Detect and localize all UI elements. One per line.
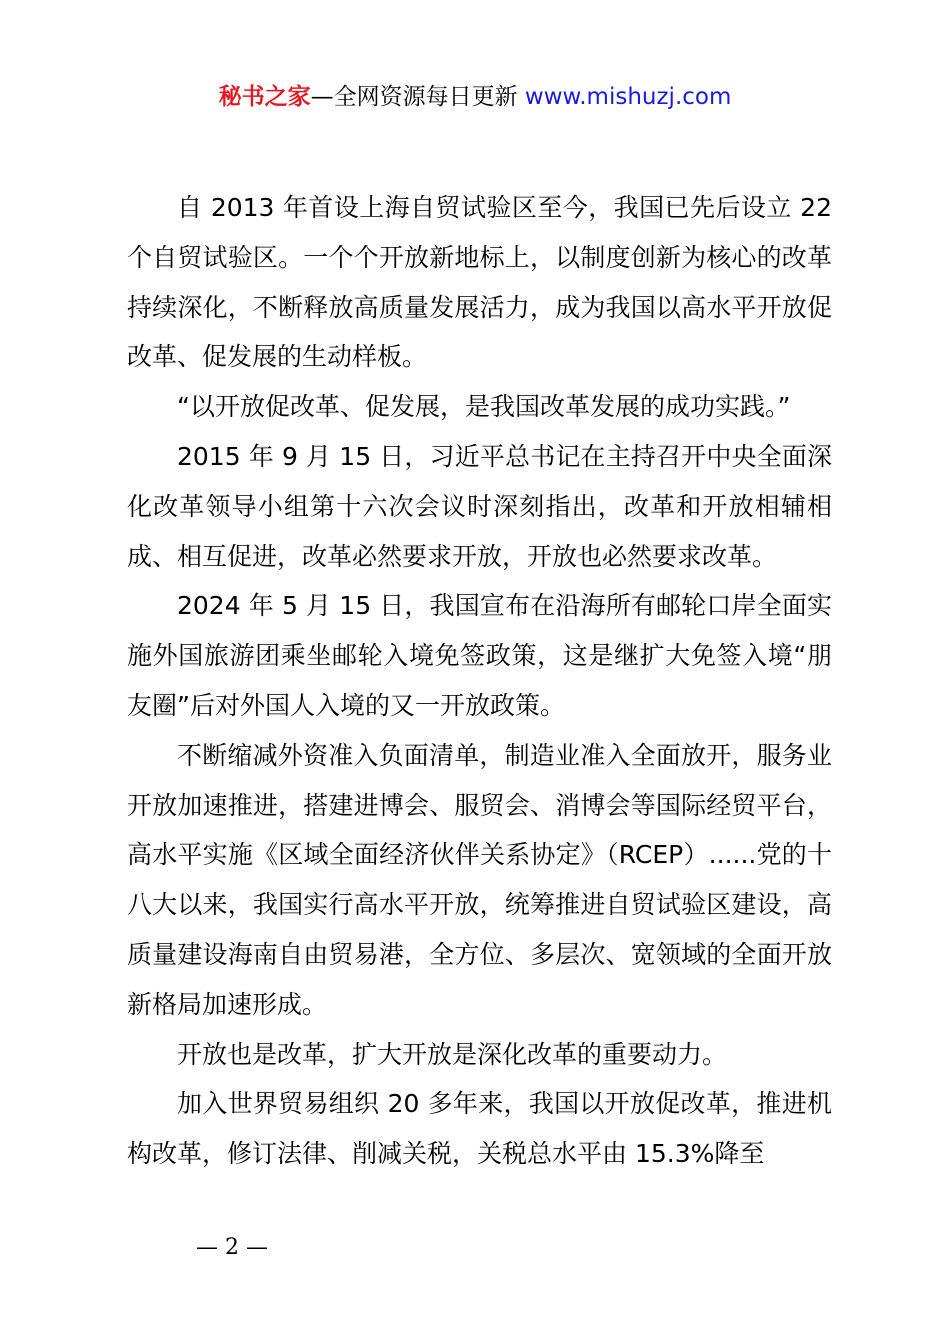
document-header <box>0 80 950 114</box>
paragraph: 加入世界贸易组织 20 多年来，我国以开放促改革，推进机构改革，修订法律、削减关税，关税总水平由 15.3%降至 <box>127 1089 832 1169</box>
paragraph: 不断缩减外资准入负面清单，制造业准入全面放开，服务业开放加速推进，搭建进博会、服贸会、消博会等国际经贸平台，高水平实施《区域全面经济伙伴关系协定》（RCEP）......党的十八大以来，我国实行高水平开放，统筹推进自贸试验区建设，高质量建设海南自由贸易港，全方位、多层次、宽领域的全面开放新格局加速形成。 <box>127 740 832 1019</box>
brand-name: 秘书之家 <box>218 84 311 110</box>
page-number: — 2 — <box>196 1235 268 1260</box>
website-url: www.mishuzj.com <box>524 84 732 110</box>
paragraph: 自 2013 年首设上海自贸试验区至今，我国已先后设立 22 个自贸试验区。一个个开放新地标上，以制度创新为核心的改革持续深化，不断释放高质量发展活力，成为我国以高水平开放促改革、促发展的生动样板。 <box>127 193 832 372</box>
paragraph: “以开放促改革、促发展，是我国改革发展的成功实践。” <box>177 392 791 422</box>
header-tagline: —全网资源每日更新 <box>310 84 525 110</box>
paragraph: 开放也是改革，扩大开放是深化改革的重要动力。 <box>177 1039 728 1069</box>
paragraph: 2015 年 9 月 15 日，习近平总书记在主持召开中央全面深化改革领导小组第十六次会议时深刻指出，改革和开放相辅相成、相互促进，改革必然要求开放，开放也必然要求改革。 <box>127 441 832 571</box>
paragraph: 2024 年 5 月 15 日，我国宣布在沿海所有邮轮口岸全面实施外国旅游团乘坐邮轮入境免签政策，这是继扩大免签入境“朋友圈”后对外国人入境的又一开放政策。 <box>127 591 832 720</box>
document-body <box>127 183 832 1179</box>
